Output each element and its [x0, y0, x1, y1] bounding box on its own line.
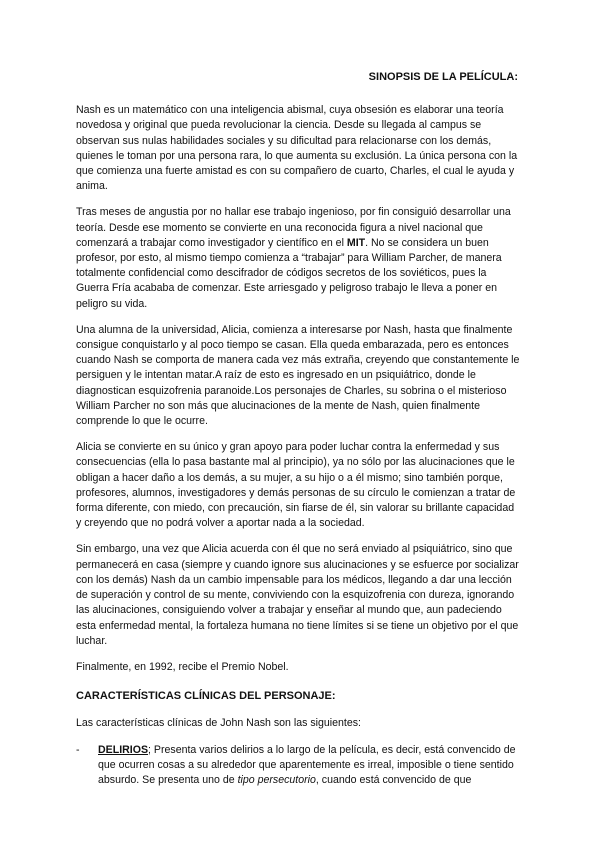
paragraph-2-part-a: Tras meses de angustia por no hallar ese trabajo ingenioso, por fin consiguió desarrollar una teoría. Desde ese momento se convierte en una reconocida figura a nivel nacional que comenzará a trabajar como investigador y científico en el: [76, 206, 511, 249]
delirios-italic-text: tipo persecutorio: [237, 773, 316, 786]
characteristics-heading: CARACTERÍSTICAS CLÍNICAS DEL PERSONAJE:: [76, 690, 336, 703]
paragraph-5: Sin embargo, una vez que Alicia acuerda con él que no será enviado al psiquiátrico, sino que permanecerá en casa (siempre y cuando ignore sus alucinaciones y se esfuerce por socializar con los demás) Nash da un cambio impensable para los médicos, llegando a dar una lección de superación y control de su mente, conviviendo con la esquizofrenia con dureza, ignorando las alucinaciones, consiguiendo volver a trabajar y enseñar al mundo que, aun padeciendo esta enfermedad mental, la fortaleza humana no tiene límites si se tiene un objetivo por el que luchar.: [76, 543, 519, 647]
paragraph-3: Una alumna de la universidad, Alicia, comienza a interesarse por Nash, hasta que finalmente consigue conquistarlo y al poco tiempo se casan. Ella queda embarazada, pero es entonces cuando Nash se comporta de manera cada vez más extraña, creyendo que constantemente le persiguen y le intentan matar.A raíz de esto es ingresado en un psiquiátrico, donde le diagnostican esquizofrenia paranoide.Los personajes de Charles, su sobrina o el misterioso William Parcher no son más que alucinaciones de la mente de Nash, quien finalmente comprende lo que le ocurre.: [76, 323, 520, 428]
list-item-text: [98, 743, 522, 789]
delirios-text-a: ; Presenta varios delirios a lo largo de la película, es decir, está convencido de que ocurren cosas a su alrededor que aparentemente es irreal, imposible o tiene sentido absurdo. Se presenta uno de: [98, 743, 516, 786]
mit-bold-text: MIT: [346, 236, 366, 249]
paragraph-4: Alicia se convierte en su único y gran apoyo para poder luchar contra la enfermedad y sus consecuencias (ella lo pasa bastante mal al principio), ya no sólo por las alucinaciones que le obligan a hacer daño a los demás, a su mujer, a su hijo o a él mismo; sino también porque, profesores, alumnos, investigadores y demás personas de su círculo le comienzan a tratar de forma diferente, con miedo, con precaución, sin fiarse de él, sin valorar su brillante capacidad y creyendo que no podrá volver a aportar nada a la sociedad.: [76, 441, 516, 530]
paragraph-2-part-b: . No se considera un buen profesor, por esto, al mismo tiempo comienza a “trabajar” para William Parcher, de manera totalmente confidencial como descifrador de códigos secretos de los soviéticos, pues la Guerra Fría acababa de comenzar. Este arriesgado y peligroso trabajo le lleva a poner en peligro su vida.: [76, 236, 502, 310]
characteristics-intro: Las características clínicas de John Nash son las siguientes:: [76, 717, 361, 730]
paragraph-2: [76, 205, 522, 311]
synopsis-heading: SINOPSIS DE LA PELÍCULA:: [368, 71, 518, 83]
delirios-text-b: , cuando está convencido de que: [315, 773, 472, 786]
delirios-term: DELIRIOS: [98, 743, 149, 756]
paragraph-1: Nash es un matemático con una inteligencia abismal, cuya obsesión es elaborar una teoría novedosa y original que pueda revolucionar la ciencia. Desde su llegada al campus se observan sus nulas habilidades sociales y su dificultad para relacionarse con los demás, quienes le toman por una persona rara, lo que aumenta su exclusión. La única persona con la que comienza una fuerte amistad es con su compañero de cuarto, Charles, el cual le ayuda y anima.: [76, 104, 518, 193]
list-item-delirios: [76, 743, 522, 789]
list-dash: -: [76, 743, 80, 756]
paragraph-6: Finalmente, en 1992, recibe el Premio Nobel.: [76, 660, 289, 673]
